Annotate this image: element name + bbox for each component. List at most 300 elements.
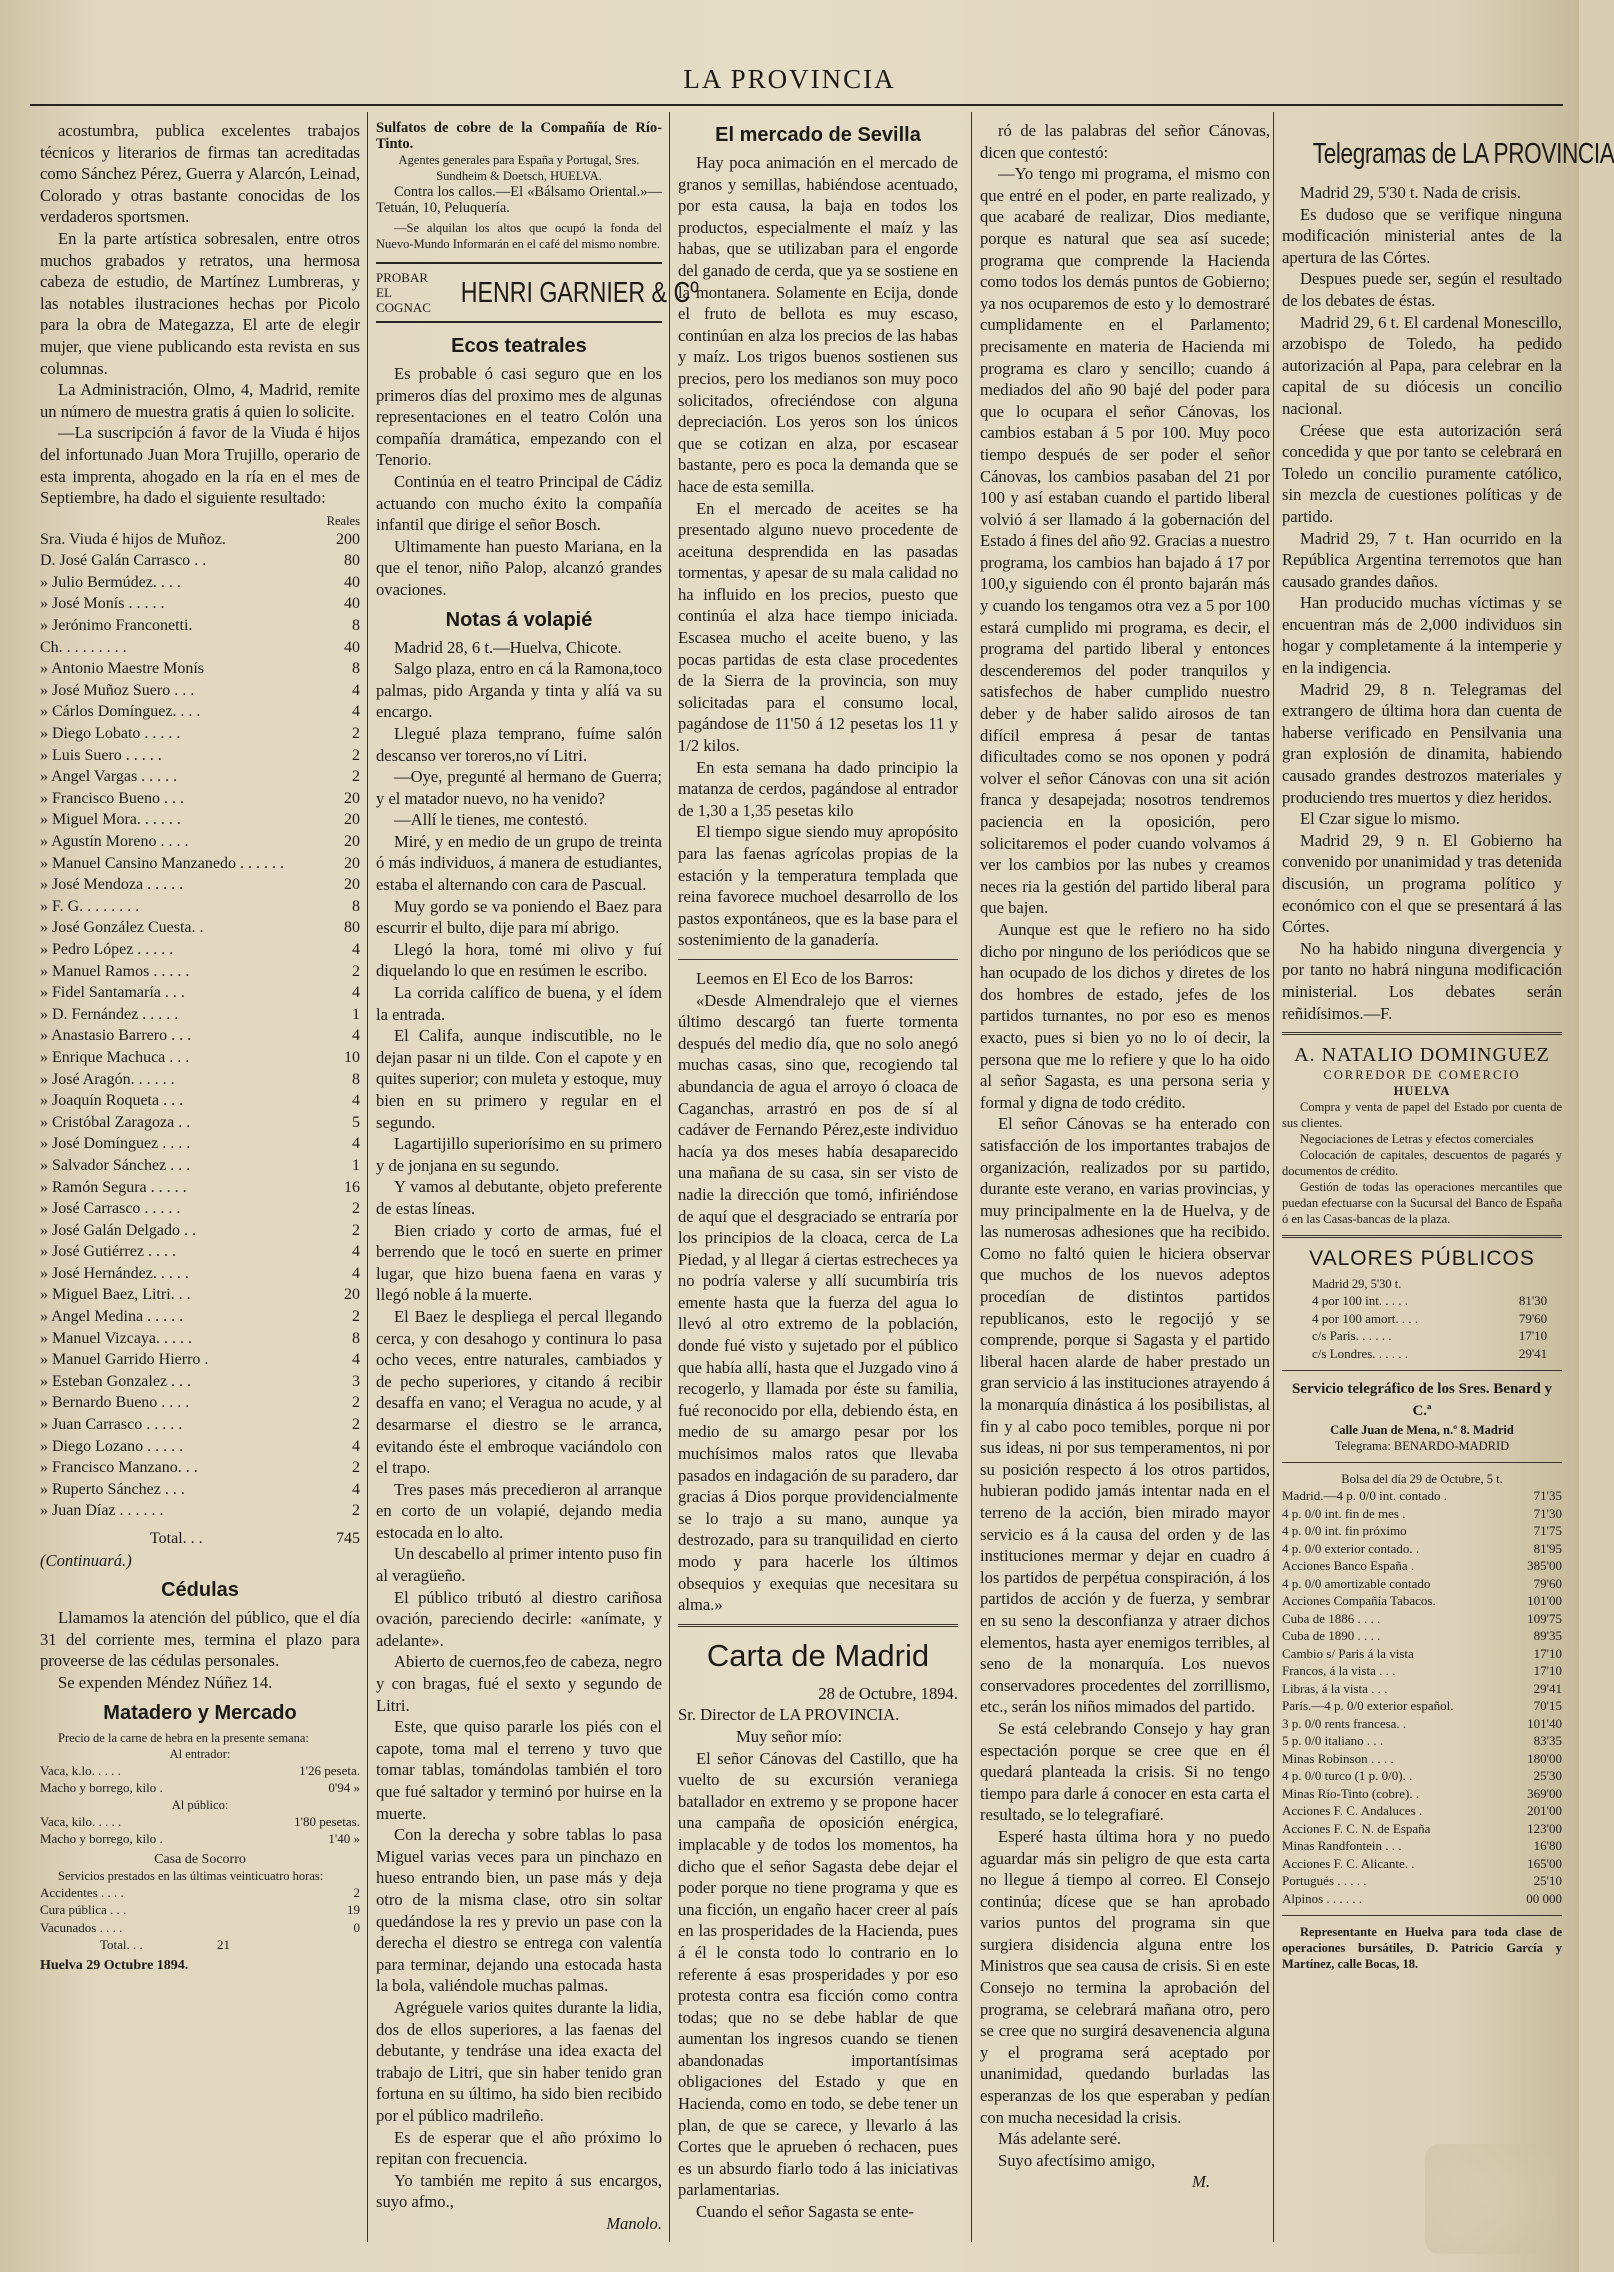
- subscriber-row-label: » Jerónimo Franconetti.: [40, 617, 193, 635]
- paragraph: Tres pases más precedieron al arranque en corto de un volapié, dejando media estocada en lo alto.: [376, 1479, 662, 1542]
- dateline: Huelva 29 Octubre 1894.: [40, 1957, 189, 1973]
- subscriber-row-value: 20: [344, 811, 360, 829]
- bolsa-row-value: 00 000: [1526, 1890, 1562, 1906]
- bolsa-row-value: 369'00: [1527, 1785, 1562, 1801]
- alquilan-notice: —Se alquilan los altos que ocupó la fonda del Nuevo-Mundo Informarán en el café del mismo nombre.: [376, 221, 662, 251]
- subscriber-row: [40, 788, 360, 810]
- revista-article: [40, 120, 360, 509]
- paragraph: Muy gordo se va poniendo el Baez para escurrir el bulto, dije para mí abrigo.: [376, 896, 662, 938]
- paragraph: Créese que esta autorización será concedida y que por tanto se celebrará en Toledo un concilio puramente católico, sin mezcla de cuestiones políticas y de partido.: [1282, 420, 1562, 526]
- paragraph: Llegué plaza temprano, fuíme salón descanso ver toreros,no ví Litri.: [376, 723, 662, 765]
- subscriber-row-value: 2: [352, 725, 360, 743]
- sulfatos-notice: Sulfatos de cobre de la Compañía de Río-Tinto.: [376, 120, 662, 152]
- natalio-services: [1282, 1099, 1562, 1227]
- bolsa-row-label: Minas Robinson . . . .: [1282, 1750, 1394, 1766]
- bolsa-row: [1282, 1855, 1562, 1873]
- subscriber-row: [40, 550, 360, 572]
- subscriber-row: [40, 680, 360, 702]
- socorro-row-value: 19: [347, 1902, 360, 1918]
- bolsa-row-value: 123'00: [1527, 1820, 1562, 1836]
- subscriber-row-label: » Diego Lobato . . . . .: [40, 725, 181, 743]
- bolsa-row-value: 16'80: [1533, 1838, 1562, 1854]
- subscriber-row: [40, 1133, 360, 1155]
- paragraph: El Baez le despliega el percal llegando cerca, y con desahogo y continura lo pasa ocho veces, entre naturales, cambiados y de pecho superiores, y citando á recibir desaffa en vano; el Veragua no acude, y al desarmarse el diestro se le arranca, evitando éste el embroque vaciándolo con el trapo.: [376, 1306, 662, 1478]
- subscriber-row: [40, 1414, 360, 1436]
- subscriber-row-value: 8: [352, 897, 360, 915]
- matadero-intro: Precio de la carne de hebra en la presente semana:: [58, 1730, 309, 1745]
- bolsa-row-label: París.—4 p. 0/0 exterior español.: [1282, 1698, 1454, 1714]
- subscriber-row: [40, 701, 360, 723]
- price-row: [40, 1762, 360, 1780]
- bolsa-row-value: 71'30: [1533, 1505, 1562, 1521]
- bolsa-row-value: 29'41: [1533, 1680, 1562, 1696]
- subscriber-row: [40, 1371, 360, 1393]
- paragraph: Ultimamente han puesto Mariana, en la que el tenor, niño Palop, alcanzó grandes ovaciones.: [376, 536, 662, 599]
- subscriber-row-value: 1: [352, 1156, 360, 1174]
- servicio-telegram: Telegrama: BENARDO-MADRID: [1334, 1439, 1510, 1454]
- carta-continued: [980, 120, 1270, 2171]
- paragraph: Un descabello al primer intento puso fin al veragüeño.: [376, 1544, 662, 1586]
- subscriber-row-label: » Francisco Manzano. . .: [40, 1459, 198, 1477]
- bolsa-row-label: Acciones F. C. Andaluces .: [1282, 1803, 1423, 1819]
- bolsa-row-label: 4 p. 0/0 turco (1 p. 0/0). .: [1282, 1768, 1413, 1784]
- paragraph: Madrid 29, 5'30 t. Nada de crisis.: [1300, 183, 1521, 202]
- carta-title: Carta de Madrid: [706, 1637, 930, 1673]
- bolsa-row-label: Cuba de 1890 . . . .: [1282, 1628, 1381, 1644]
- paragraph: Esperé hasta última hora y no puedo aguardar más sin peligro de que esta carta no llegue á tiempo al correo. El Consejo continúa; dícese que se han aprobado varios puntos del programa sin que surgiera disidencia alguna entre los Ministros que sea causa de crisis. Si en este Consejo no termina la aprobación del programa, se celebrará mañana otro, pero se cree que no surgirá desavenencia alguna y el programa será aceptado por unanimidad, quedando burladas las esperanzas de los que esperaban y pedían con mucha necesidad la crisis.: [980, 1826, 1270, 2127]
- bolsa-row: [1282, 1750, 1562, 1768]
- paragraph: Es de esperar que el año próximo lo repitan con frecuencia.: [376, 2127, 662, 2169]
- bolsa-row-value: 17'10: [1533, 1663, 1562, 1679]
- price-row-value: 1'40 »: [328, 1831, 360, 1847]
- bolsa-row-value: 71'35: [1533, 1488, 1562, 1504]
- bolsa-row: [1282, 1557, 1562, 1575]
- subscriber-row: [40, 1004, 360, 1026]
- divider: [1282, 1235, 1562, 1238]
- divider: [678, 1624, 958, 1627]
- subscriber-row: [40, 1155, 360, 1177]
- al-entrador-label: Al entrador:: [169, 1746, 231, 1761]
- carta-signature: M.: [1192, 2172, 1210, 2192]
- service-line: Colocación de capitales, descuentos de pagarés y documentos de crédito.: [1282, 1148, 1562, 1179]
- paragraph: El Czar sigue lo mismo.: [1300, 809, 1460, 829]
- cedulas-title: Cédulas: [161, 1579, 239, 1602]
- paragraph: Despues puede ser, según el resultado de los debates de éstas.: [1282, 269, 1562, 310]
- subscriber-row-label: » Joaquín Roqueta . . .: [40, 1092, 184, 1110]
- socorro-intro: Servicios prestados en las últimas veinticuatro horas:: [58, 1868, 324, 1883]
- socorro-total-value: 21: [217, 1937, 230, 1953]
- subscriber-row-value: 8: [352, 1329, 360, 1347]
- paragraph: Es probable ó casi seguro que en los primeros días del proximo mes de algunas representaciones en el teatro Colón una compañía dramática, empezando con el Tenorio.: [376, 364, 662, 470]
- paragraph: Llamamos la atención del público, que el día 31 del corriente mes, termina el plazo para proveerse de las cédulas personales.: [40, 1608, 360, 1671]
- service-line: Negociaciones de Letras y efectos comerciales: [1300, 1132, 1534, 1147]
- subscriber-row: [40, 1069, 360, 1091]
- price-row-value: 0'94 »: [328, 1780, 360, 1796]
- subscriber-row-value: 4: [352, 984, 360, 1002]
- subscriber-row: [40, 982, 360, 1004]
- callos-notice: Contra los callos.—El «Bálsamo Oriental.»—Tetuán, 10, Peluquería.: [376, 184, 662, 216]
- socorro-row-value: 0: [353, 1919, 360, 1935]
- bolsa-row: [1282, 1487, 1562, 1505]
- bolsa-row: [1282, 1575, 1562, 1593]
- bolsa-row-label: 4 p. 0/0 int. fin de mes .: [1282, 1505, 1406, 1521]
- subscription-table: [40, 529, 360, 1522]
- bolsa-row-label: Acciones F. C. Alicante. .: [1282, 1855, 1415, 1871]
- subscriber-row-value: 8: [352, 617, 360, 635]
- paragraph: Continúa en el teatro Principal de Cádiz actuando con mucho éxito la compañía infantil que dirige el señor Bosch.: [376, 471, 662, 535]
- subscriber-row-value: 2: [352, 1416, 360, 1434]
- bolsa-row-label: Libras, á la vista . . .: [1282, 1680, 1388, 1696]
- subscriber-row-value: 80: [344, 552, 360, 570]
- subscriber-row-label: » José Mendoza . . . . .: [40, 876, 184, 894]
- subscriber-row-label: » Salvador Sánchez . . .: [40, 1156, 191, 1174]
- paragraph: La corrida calífico de buena, y el ídem la entrada.: [376, 983, 662, 1024]
- paragraph: —Yo tengo mi programa, el mismo con que entré en el poder, en parte realizado, y que acabaré de realizar, Dios mediante, porque es natural que sea así sucede; programa que comprende la Hacienda como todos los demás puntos de Gobierno; ya nos ocuparemos de esto y lo demostraré cumplidamente en el Parlamento; precisamente en materia de Hacienda mi programa es claro y sencillo; cuando á mediados del año 90 bajé del poder para que lo ocupara el señor Cánovas, los cambios estaban á 5 por 100. Muy poco tiempo después de ser poder el señor Cánovas, los cambios pasaban del 21 por 100 y así estaban cuando el partido liberal volvió á ser llamado á la gobernación del Estado á fines del año 92. Gracias a nuestro programa, los cambios han bajado á 17 por 100,y siguiendo con él pronto bajarán más y cuando los tengamos otra vez a 5 por 100 estará cumplido mi programa, es decir, el programa del partido liberal y entonces descenderemos del poder tranquilos y satisfechos de haber cumplido nuestro deber y de haber salido airosos de tan difícil empresa á pesar de tantas dificultades como se nos oponen y podrá volver el señor Cánovas con una sit ación franca y desapejada; nosotros tendremos paciencia en la oposición, pero solicitaremos el poder cuando volvamos á ver los cambios por las nubes y creamos neces ria la gestión del partido liberal para que bajen.: [980, 164, 1270, 918]
- service-line: Gestión de todas las operaciones mercantiles que puedan efectuarse con la Sucursal del Banco de España ó en las Casas-bancas de la plaza.: [1282, 1180, 1562, 1227]
- valor-row-value: 17'10: [1518, 1328, 1548, 1344]
- subscriber-row-value: 10: [344, 1048, 360, 1066]
- bolsa-row: [1282, 1890, 1562, 1908]
- representante-notice: Representante en Huelva para toda clase de operaciones bursátiles, D. Patricio García y Martínez, calle Bocas, 18.: [1282, 1925, 1562, 1972]
- paragraph: Se expenden Méndez Núñez 14.: [58, 1672, 273, 1692]
- valor-row: [1312, 1292, 1547, 1310]
- subscriber-row-value: 4: [352, 1437, 360, 1455]
- bolsa-row-label: Acciones Banco España .: [1282, 1558, 1415, 1574]
- subscriber-row: [40, 1306, 360, 1328]
- column-rule: [669, 112, 670, 2242]
- notas-title: Notas á volapié: [445, 608, 593, 631]
- subscriber-row-value: 20: [344, 854, 360, 872]
- subscriber-row-label: » José González Cuesta. .: [40, 919, 204, 937]
- prices-entrador: [40, 1762, 360, 1797]
- divider: [1282, 1032, 1562, 1035]
- bolsa-row: [1282, 1662, 1562, 1680]
- bolsa-row-label: Portugués . . . . .: [1282, 1873, 1367, 1889]
- paragraph: En el mercado de aceites se ha presentado alguno nuevo procedente de aceituna desprendida en las pasadas tormentas, y apesar de su mala calidad no ha influido en los precios, puesto que continúa el alza hace tiempo iniciada. Escasea mucho el aceite bueno, y las pocas partidas de esta clase procedentes de la Sierra de la provincia, son muy solicitadas para el consumo local, pagándose de 11'50 á 12 pesetas los 11 y 1/2 kilos.: [678, 498, 958, 756]
- paragraph: Yo también me repito á sus encargos, suyo afmo.,: [376, 2170, 662, 2212]
- subscriber-row-label: » Fidel Santamaría . . .: [40, 984, 185, 1002]
- bolsa-row-value: 89'35: [1533, 1628, 1562, 1644]
- subscriber-row: [40, 1457, 360, 1479]
- socorro-title: Casa de Socorro: [154, 1851, 246, 1867]
- paragraph: Bien criado y corto de armas, fué el berrendo que le tocó en suerte en primer lugar, que hizo buena faena en varas y llegó noble á la muerte.: [376, 1220, 662, 1305]
- valores-title: VALORES PÚBLICOS: [1309, 1247, 1535, 1271]
- subscriber-row-value: 20: [344, 876, 360, 894]
- ad-left-word: COGNAC: [376, 300, 431, 315]
- subscriber-row-value: 40: [344, 573, 360, 591]
- valor-row-label: c/s Paris. . . . . .: [1312, 1328, 1392, 1344]
- carta-greeting: Muy señor mío:: [736, 1726, 843, 1746]
- bolsa-row: [1282, 1680, 1562, 1698]
- subscriber-row: [40, 1220, 360, 1242]
- subscriber-row: [40, 615, 360, 637]
- ad-brand: HENRI GARNIER & Cº: [460, 276, 699, 309]
- valor-row-label: c/s Londres. . . . . .: [1312, 1345, 1409, 1361]
- subscriber-row-label: » Angel Medina . . . . .: [40, 1308, 184, 1326]
- subscriber-row-label: » Francisco Bueno . . .: [40, 789, 184, 807]
- subscriber-row-value: 16: [344, 1178, 360, 1196]
- subscriber-row-value: 2: [352, 746, 360, 764]
- telegramas-title: Telegramas de LA PROVINCIA: [1312, 138, 1614, 170]
- subscriber-row-value: 4: [352, 940, 360, 958]
- subscriber-row-value: 200: [336, 530, 360, 548]
- subscriber-row-value: 20: [344, 833, 360, 850]
- subscriber-row-label: » Pedro López . . . . .: [40, 940, 174, 958]
- valores-date: Madrid 29, 5'30 t.: [1312, 1277, 1402, 1292]
- subscriber-row: [40, 1177, 360, 1199]
- bolsa-row-value: 101'40: [1527, 1715, 1562, 1731]
- subscriber-row: [40, 831, 360, 853]
- subscriber-row-label: » Cristóbal Zaragoza . .: [40, 1113, 191, 1131]
- column-2: [376, 120, 699, 2240]
- paragraph: Es dudoso que se verifique ninguna modificación ministerial antes de la apertura de las Córtes.: [1282, 204, 1562, 267]
- paragraph: Madrid 29, 7 t. Han ocurrido en la República Argentina terremotos que han causado grandes daños.: [1282, 528, 1562, 591]
- paragraph: Abierto de cuernos,feo de cabeza, negro y con bragas, fué el sexto y segundo de Litri.: [376, 1652, 662, 1715]
- subscriber-row: [40, 723, 360, 745]
- subscriber-row-label: » Juan Carrasco . . . . .: [40, 1416, 183, 1434]
- paragraph: —La suscripción á favor de la Viuda é hijos del infortunado Juan Mora Trujillo, operario de esta imprenta, ahogado en la ría en el mes de Septiembre, ha dado el siguiente resultado:: [40, 423, 360, 508]
- telegramas-text: [1282, 182, 1562, 1024]
- agentes-notice: Agentes generales para España y Portugal, Sres. Sundheim & Doetsch, HUELVA.: [398, 153, 640, 183]
- price-row-label: Vaca, k.lo. . . . .: [40, 1762, 121, 1778]
- paragraph: Y vamos al debutante, objeto preferente de estas líneas.: [376, 1177, 662, 1218]
- bolsa-row-label: 3 p. 0/0 rents francesa. .: [1282, 1715, 1407, 1731]
- column-rule: [1273, 112, 1274, 2242]
- ecos-text: [376, 363, 662, 601]
- bolsa-row: [1282, 1785, 1562, 1803]
- column-3: [678, 120, 958, 2240]
- continuara: (Continuará.): [40, 1550, 132, 1570]
- subscriber-row: [40, 874, 360, 896]
- paragraph: Miré, y en medio de un grupo de treinta ó más individuos, á manera de estudiantes, estaba el alternando con cara de Pascual.: [376, 831, 662, 895]
- bolsa-row: [1282, 1820, 1562, 1838]
- bolsa-row: [1282, 1837, 1562, 1855]
- price-row-label: Macho y borrego, kilo .: [40, 1831, 163, 1847]
- subscriber-row-value: 2: [352, 1308, 360, 1326]
- bolsa-row-label: 4 p. 0/0 amortizable contado: [1282, 1575, 1431, 1591]
- ecos-title: Ecos teatrales: [451, 335, 587, 357]
- subscriber-row-value: 80: [344, 919, 360, 937]
- paragraph: Más adelante seré.: [998, 2129, 1122, 2149]
- subscriber-row-value: 2: [352, 1221, 360, 1239]
- subscriber-row: [40, 809, 360, 831]
- subscriber-row-value: 4: [352, 703, 360, 721]
- column-rule: [971, 112, 972, 2242]
- subscriber-row-label: » Manuel Cansino Manzanedo . . . . . .: [40, 854, 284, 872]
- subscriber-row-value: 5: [352, 1113, 360, 1131]
- carta-recipient: Sr. Director de LA PROVINCIA.: [678, 1705, 900, 1725]
- subscriber-row-label: » Angel Vargas . . . . .: [40, 768, 178, 786]
- valor-row-value: 29'41: [1518, 1345, 1548, 1361]
- carta-date: 28 de Octubre, 1894.: [818, 1683, 958, 1703]
- bolsa-row: [1282, 1697, 1562, 1715]
- al-publico-label: Al público:: [171, 1797, 229, 1812]
- paragraph: El señor Cánovas del Castillo, que ha vuelto de su excursión veraniega batallador en extremo y se propone hacer una campaña de oposición enérgica, implacable y de todos los momentos, ha dicho que el señor Sagasta debe dejar el poder porque no tiene programa y que es una ficción, un engaño hacer creer al país en las prosperidades de la Hacienda, pues á él le consta todo lo contrario en lo referente á esas prosperidades y por eso protesta contra esa ficción como contra todas; que no se debe hablar de que aumentan los ingresos cuando se tienen abandonadas importantísimas obligaciones del Estado y que en Hacienda, como en todo, se debe tener un plan, de que se carece, y llevarlo á las Cortes que le aprueben ó rechacen, pues es un absurdo fiarlo todo á las iniciativas parlamentarias.: [678, 1748, 958, 2200]
- valor-row-label: 4 por 100 amort. . . .: [1312, 1310, 1419, 1326]
- subscriber-row: [40, 939, 360, 961]
- notas-signature: Manolo.: [606, 2213, 662, 2233]
- eco-barros-intro: Leemos en El Eco de los Barros:: [696, 968, 914, 988]
- matadero-title: Matadero y Mercado: [103, 1701, 297, 1724]
- subscriber-row-value: 2: [352, 1200, 360, 1218]
- bolsa-row-value: 25'30: [1533, 1768, 1562, 1784]
- subscriber-row-value: 8: [352, 660, 360, 678]
- bolsa-row-value: 165'00: [1527, 1855, 1562, 1871]
- subscriber-row-value: 20: [344, 789, 360, 807]
- bolsa-row-value: 101'00: [1527, 1593, 1562, 1609]
- subscriber-row-label: » Enrique Machuca . . .: [40, 1048, 190, 1066]
- bolsa-row-value: 180'00: [1527, 1750, 1562, 1766]
- subscriber-row-label: » Miguel Mora. . . . . .: [40, 811, 181, 829]
- subscriber-row-label: » José Galán Delgado . .: [40, 1221, 196, 1239]
- socorro-row: [40, 1884, 360, 1902]
- paragraph: El público tributó al diestro cariñosa ovación, pareciendo decirle: «anímate, y adelante».: [376, 1587, 662, 1650]
- divider: [1282, 1462, 1562, 1463]
- subscriber-row-value: 2: [352, 1394, 360, 1412]
- subscriber-row: [40, 1241, 360, 1263]
- subscriber-row-label: » Miguel Baez, Litri. . .: [40, 1286, 191, 1304]
- paragraph: —Oye, pregunté al hermano de Guerra; y el matador nuevo, no ha venido?: [376, 767, 662, 808]
- bolsa-row: [1282, 1505, 1562, 1523]
- bolsa-row: [1282, 1802, 1562, 1820]
- subscriber-row: [40, 1284, 360, 1306]
- divider: [1282, 1915, 1562, 1916]
- subscriber-row: [40, 1328, 360, 1350]
- subscriber-row-value: 2: [352, 1459, 360, 1477]
- subscriber-row-value: 4: [352, 1135, 360, 1153]
- bolsa-row-value: 70'15: [1533, 1698, 1562, 1714]
- natalio-title: A. NATALIO DOMINGUEZ: [1294, 1044, 1550, 1067]
- subscriber-row: [40, 593, 360, 615]
- subscriber-row: [40, 658, 360, 680]
- bolsa-row-value: 385'00: [1527, 1558, 1562, 1574]
- price-row: [40, 1779, 360, 1797]
- servicio-title: Servicio telegráfico de los Sres. Benard y C.ª: [1291, 1381, 1553, 1419]
- mercado-title: El mercado de Sevilla: [715, 124, 921, 146]
- column-1: [40, 120, 360, 2240]
- cognac-ad: [376, 262, 699, 323]
- subscriber-row: [40, 1392, 360, 1414]
- subscriber-row-value: 4: [352, 1351, 360, 1369]
- bolsa-row-value: 71'75: [1533, 1523, 1562, 1539]
- paragraph: No ha habido ninguna divergencia y por tanto no habrá ninguna modificación ministerial. Los debates serán reñidísimos.—F.: [1282, 938, 1562, 1023]
- price-row: [40, 1830, 360, 1848]
- subscription-total: [40, 1528, 360, 1550]
- paragraph: El señor Cánovas se ha enterado con satisfacción de los importantes trabajos de organización, realizados por su partido, durante este verano, en varias provincias, y muy principalmente en la de Huelva, y de las numerosas adhesiones que ha recibido. Como no faltó quien le hiciera observar que muchos de los nuevos adeptos procedían de distintos partidos republicanos, esto le regocijó y se comprende, porque si Sagasta y el partido liberal hacen alarde de haber prestado un gran servicio á las instituciones atrayendo á la monarquía dinástica á los posibilistas, al fin y al cabo poco temibles, porque ni por sus ideas, ni por sus temperamentos, ni por su posición respecto á los otros partidos, hubieran podido jamás intentar nada en el terreno de la acción, bien mirado mayor servicio es á la causa del orden y de las instituciones mermar y dejar en cuadro á los partidos de perpétua conspiración, á los partidos de acción y de fuerza, y sembrar en su seno la desconfianza y atraer dichos elementos, hasta ayer enemigos terribles, al seno de la monarquía. Los nuevos conservadores procedentes del zorrillismo, etc., serán los niños mimados del partido.: [980, 1114, 1270, 1717]
- subscriber-row-value: 3: [352, 1372, 360, 1390]
- subscriber-row-value: 4: [352, 1264, 360, 1282]
- subscriber-row-value: 40: [344, 638, 360, 656]
- subscriber-row-label: » José Carrasco . . . . .: [40, 1200, 181, 1218]
- bolsa-row-label: Minas Río-Tinto (cobre). .: [1282, 1785, 1420, 1801]
- notas-text: [376, 637, 662, 2213]
- eco-barros-text: «Desde Almendralejo que el viernes último descargó tan fuerte tormenta después del medio día, que no solo anegó muchas casas, sino que, recogiendo tal abundancia de agua el arroyo ó cloaca de Caganchas, arrastró en pos de sí al cadáver de Fernando Pérez,este individuo hacía ya dos meses había desaparecido una mañana de su casa, sin ser visto de nadie la dirección que tomó, infiriéndose de aquí que el desgraciado se entraría por los principios de la cloaca, cerca de La Piedad, y al llegar á ciertas estrecheces ya no podría valerse y allí sucumbiría tris emente hasta que la fuerza del agua lo llevó al otro extremo de la población, donde fué visto y sujetado por el público que había allí, hasta que el Juzgado vino á recogerlo, y llamada por éste su familia, fué reconocido por ella, debiendo ésta, en medio de su amargo pesar por los muchísimos malos ratos que llevaba pasados en indagación de su paradero, dar gracias á Dios porque providencialmente se lo trajo a su mano, aunque ya destrozado, para su tranquilidad en cierto modo y para hacerle los últimos obsequios y exequias que necesitara su alma.»: [678, 990, 958, 1615]
- paragraph: En esta semana ha dado principio la matanza de cerdos, pagándose al entrador de 1,30 a 1,35 pesetas kilo: [678, 757, 958, 820]
- subscriber-row: [40, 961, 360, 983]
- price-row-value: 1'80 pesetas.: [294, 1813, 360, 1829]
- bolsa-row: [1282, 1627, 1562, 1645]
- subscriber-row-value: 4: [352, 1480, 360, 1498]
- subscriber-row-value: 40: [344, 595, 360, 613]
- subscriber-row: [40, 1090, 360, 1112]
- bolsa-row-value: 81'95: [1533, 1540, 1562, 1556]
- subscriber-row-label: » Bernardo Bueno . . . .: [40, 1394, 190, 1412]
- bolsa-row-label: Acciones Compañía Tabacos.: [1282, 1593, 1436, 1609]
- bolsa-table: [1282, 1487, 1562, 1907]
- price-row: [40, 1813, 360, 1831]
- subscriber-row-label: Sra. Viuda é hijos de Muñoz.: [40, 530, 226, 548]
- service-line: Compra y venta de papel del Estado por cuenta de sus clientes.: [1282, 1100, 1562, 1131]
- subscriber-row-value: 2: [352, 962, 360, 980]
- subscriber-row-label: » Anastasio Barrero . . .: [40, 1027, 192, 1045]
- subscriber-row: [40, 1500, 360, 1522]
- paragraph: Cuando el señor Sagasta se ente-: [696, 2202, 914, 2222]
- paragraph: Aunque est que le refiero no ha sido dicho por ninguno de los periódicos que se han ocupado de los dichos y diretes de los dos hombres de estado, jefes de los partidos turnantes, no por eso es menos exacto, pues si bien yo no lo oí decir, la persona que me lo refiere y que lo ha oido al señor Sagasta, es una persona seria y formal y digna de todo crédito.: [980, 919, 1270, 1112]
- paragraph: Se está celebrando Consejo y hay gran espectación porque se cree que en él quedará planteada la crisis. Si no tengo tiempo para darle á conocer en esta carta el resultado, se lo telegrafiaré.: [980, 1718, 1270, 1825]
- bolsa-row: [1282, 1715, 1562, 1733]
- subscriber-row-value: 1: [352, 1005, 360, 1023]
- subscriber-row-label: » F. G. . . . . . . .: [40, 897, 140, 915]
- subscriber-row-label: Ch. . . . . . . . .: [40, 638, 127, 656]
- subscriber-row: [40, 637, 360, 659]
- subscriber-row-label: » Manuel Garrido Hierro .: [40, 1351, 209, 1369]
- socorro-row-label: Cura pública . . .: [40, 1902, 127, 1918]
- valores-table: [1312, 1292, 1547, 1362]
- socorro-total-label: Total. . .: [100, 1937, 143, 1953]
- socorro-row-label: Vacunados . . . .: [40, 1919, 123, 1935]
- bolsa-row: [1282, 1732, 1562, 1750]
- ad-left-word: EL: [376, 285, 392, 300]
- subscriber-row-value: 8: [352, 1070, 360, 1088]
- subscriber-row-label: » Antonio Maestre Monís: [40, 660, 204, 678]
- subscriber-row-label: » José Aragón. . . . . .: [40, 1070, 175, 1088]
- subscriber-row-label: » Manuel Vizcaya. . . . .: [40, 1329, 193, 1347]
- price-row-label: Vaca, kilo. . . . .: [40, 1813, 122, 1829]
- bolsa-row-value: 201'00: [1527, 1803, 1562, 1819]
- reales-label: Reales: [326, 513, 360, 528]
- subscriber-row-label: » José Gutiérrez . . . .: [40, 1243, 176, 1261]
- subscriber-row-label: » Agustín Moreno . . . .: [40, 833, 189, 850]
- subscriber-row: [40, 1263, 360, 1285]
- column-rule: [367, 112, 368, 2242]
- paragraph: El tiempo sigue siendo muy apropósito para las faenas agrícolas propias de la estación y la temperatura templada que reina favorece muchoel desarrollo de los pastos expontáneos, que es la base para el sostenimiento de la ganadería.: [678, 822, 958, 950]
- subscriber-row-value: 4: [352, 1092, 360, 1110]
- price-row-label: Macho y borrego, kilo .: [40, 1780, 163, 1796]
- cedulas-text: [40, 1607, 360, 1693]
- subscriber-row-value: 4: [352, 681, 360, 699]
- bolsa-row-label: 5 p. 0/0 italiano . . .: [1282, 1733, 1384, 1749]
- natalio-sub: CORREDOR DE COMERCIO: [1323, 1068, 1521, 1083]
- subscriber-row-label: » Esteban Gonzalez . . .: [40, 1372, 192, 1390]
- prices-publico: [40, 1813, 360, 1848]
- paragraph: Agréguele varios quites durante la lidia, dos de ellos superiores, a las faenas del debutante, y tendráse una idea exacta del trabajo de Litri, que sin haber tenido gran fortuna en su último, ha sido bien recibido por el público madrileño.: [376, 1997, 662, 2125]
- subscriber-row-value: 4: [352, 1027, 360, 1045]
- subscriber-row: [40, 766, 360, 788]
- socorro-row-value: 2: [353, 1884, 360, 1900]
- subscriber-row-label: » José Domínguez . . . .: [40, 1135, 191, 1153]
- column-5: [1282, 120, 1614, 2240]
- valor-row: [1312, 1327, 1547, 1345]
- column-4: [980, 120, 1270, 2240]
- subscriber-row: [40, 1112, 360, 1134]
- masthead-rule: [30, 104, 1563, 106]
- subscriber-row-label: » Cárlos Domínguez. . . .: [40, 703, 201, 721]
- mercado-text: [678, 152, 958, 951]
- subscriber-row-value: 2: [352, 768, 360, 786]
- paragraph: Madrid 29, 8 n. Telegramas del extrangero de última hora dan cuenta de haberse verificado en Pensilvania una gran explosión de dinamita, habiendo causado grandes destrozos materiales y produciendo tres muertos y diez heridos.: [1282, 679, 1562, 807]
- natalio-city: HUELVA: [1393, 1084, 1451, 1099]
- subscriber-row: [40, 1025, 360, 1047]
